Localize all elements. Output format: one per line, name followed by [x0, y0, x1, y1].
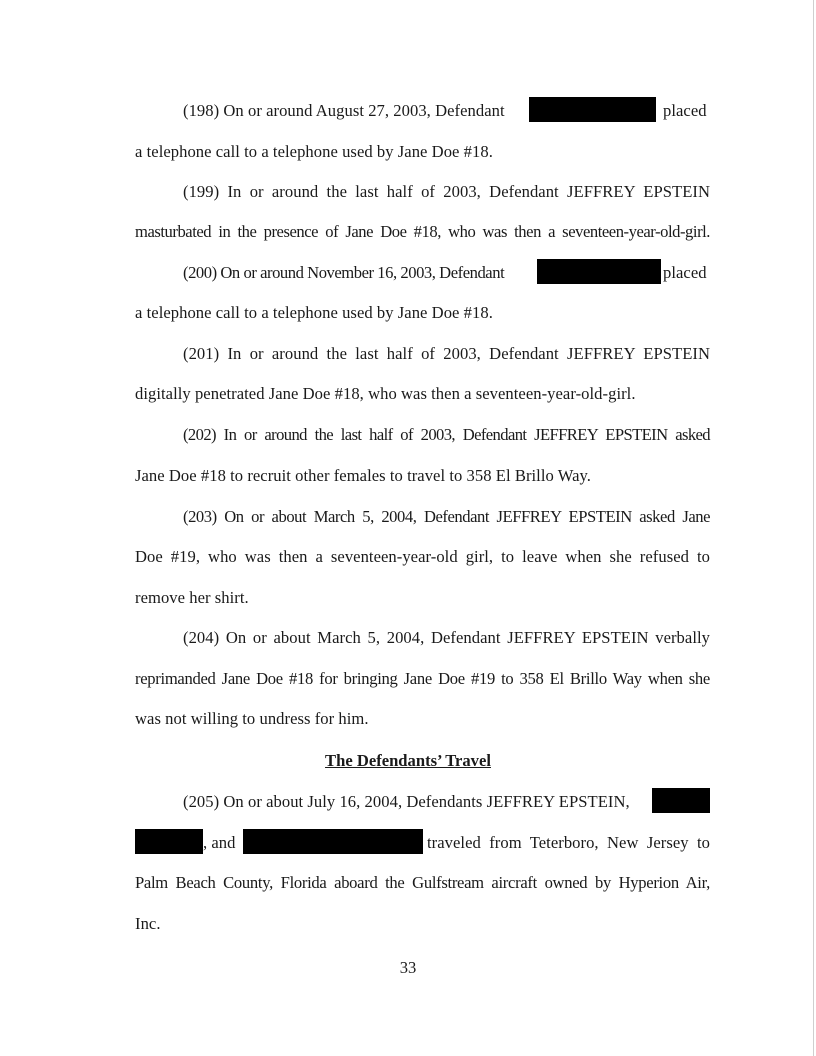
paragraph-205-line-3: Palm Beach County, Florida aboard the Gulfstream aircraft owned by Hyperion Air, [135, 873, 710, 892]
paragraph-205-line-2-end: traveled from Teterboro, New Jersey to [427, 833, 710, 852]
paragraph-198-placed: placed [663, 101, 707, 120]
paragraph-200-placed: placed [663, 263, 707, 282]
paragraph-200-line-2: a telephone call to a telephone used by Jane Doe #18. [135, 303, 493, 322]
paragraph-200-line-1 [183, 263, 504, 283]
paragraph-203-line-1: (203) On or about March 5, 2004, Defendant JEFFREY EPSTEIN asked Jane [183, 507, 710, 526]
paragraph-203-line-2: Doe #19, who was then a seventeen-year-old girl, to leave when she refused to [135, 547, 710, 566]
redaction-box [135, 829, 203, 854]
paragraph-199-line-1: (199) In or around the last half of 2003, Defendant JEFFREY EPSTEIN [183, 182, 710, 201]
paragraph-203-line-3: remove her shirt. [135, 588, 249, 607]
redaction-box [537, 259, 661, 284]
paragraph-200-text: (200) On or around November 16, 2003, Defendant [183, 263, 505, 282]
paragraph-199-line-2: masturbated in the presence of Jane Doe #18, who was then a seventeen-year-old-girl. [135, 222, 710, 241]
paragraph-198-line-2: a telephone call to a telephone used by Jane Doe #18. [135, 142, 493, 161]
paragraph-204-line-2: reprimanded Jane Doe #18 for bringing Jane Doe #19 to 358 El Brillo Way when she [135, 669, 710, 688]
page-edge-line [813, 0, 814, 1056]
paragraph-198-line-1 [183, 101, 505, 121]
paragraph-204-line-3: was not willing to undress for him. [135, 709, 369, 728]
redaction-box [529, 97, 656, 122]
section-heading: The Defendants’ Travel [325, 751, 491, 770]
paragraph-202-line-2: Jane Doe #18 to recruit other females to travel to 358 El Brillo Way. [135, 466, 592, 485]
page-number: 33 [399, 958, 417, 977]
paragraph-201-line-1: (201) In or around the last half of 2003, Defendant JEFFREY EPSTEIN [183, 344, 710, 363]
redaction-box [243, 829, 423, 854]
redaction-box [652, 788, 710, 813]
paragraph-205-line-4: Inc. [135, 914, 161, 933]
paragraph-205-line-1: (205) On or about July 16, 2004, Defendants JEFFREY EPSTEIN, [183, 792, 630, 811]
paragraph-204-line-1: (204) On or about March 5, 2004, Defendant JEFFREY EPSTEIN verbally [183, 628, 710, 647]
paragraph-201-line-2: digitally penetrated Jane Doe #18, who was then a seventeen-year-old-girl. [135, 384, 636, 403]
paragraph-202-line-1: (202) In or around the last half of 2003, Defendant JEFFREY EPSTEIN asked [183, 425, 710, 444]
paragraph-205-and: , and [203, 833, 236, 852]
paragraph-198-text: (198) On or around August 27, 2003, Defendant [183, 101, 505, 120]
